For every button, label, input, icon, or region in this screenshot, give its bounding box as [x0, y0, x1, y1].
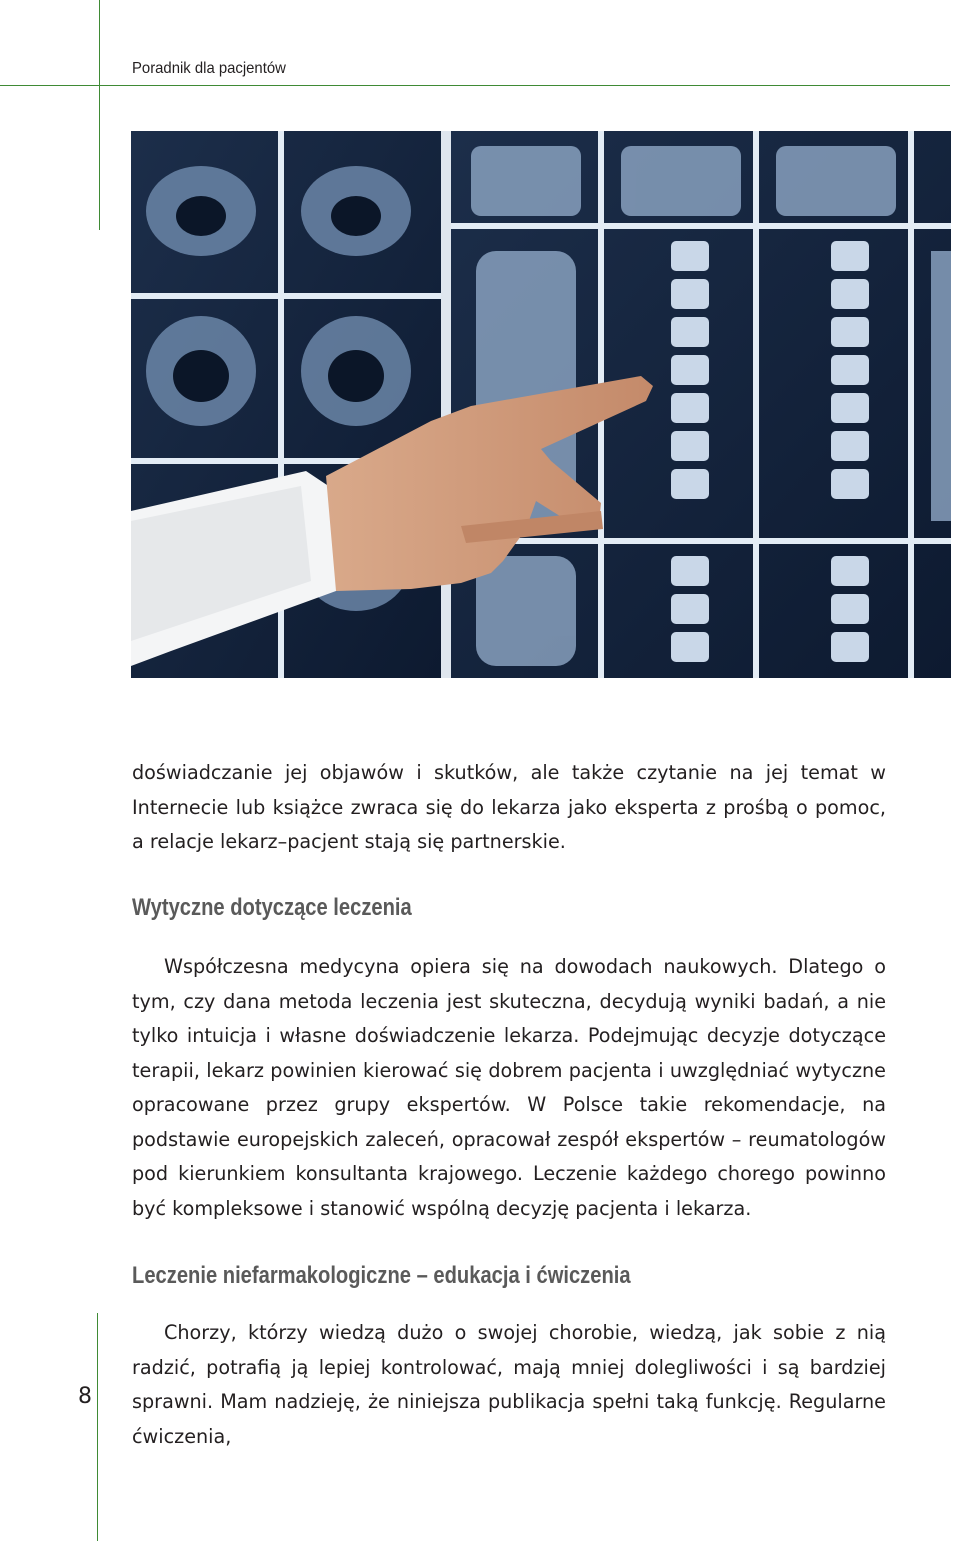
spine-mri-photo — [131, 131, 951, 678]
spine-mri-xray-photo-icon — [131, 131, 951, 678]
nonpharmacological-paragraph-text: Chorzy, którzy wiedzą dużo o swojej chorobie, wiedzą, jak sobie z nią radzić, potrafią ją lepiej kontrolować, mają mniej dolegliwości i są bardziej sprawni. Mam nadzieję, że niniejsza publikacja spełni taką funkcję. Regularne ćwiczenia, — [132, 1321, 886, 1448]
nonpharmacological-paragraph — [132, 1316, 886, 1454]
running-header-title: Poradnik dla pacjentów — [132, 60, 286, 77]
page-number: 8 — [78, 1384, 92, 1409]
guidelines-paragraph — [132, 950, 886, 1226]
guidelines-paragraph-text: Współczesna medycyna opiera się na dowodach naukowych. Dlatego o tym, czy dana metoda leczenia jest skuteczna, decydują wyniki badań, a nie tylko intuicja i własne doświadczenie lekarza. Podejmując decyzje dotyczące terapii, lekarz powinien kierować się dobrem pacjenta i uwzględniać wytyczne opracowane przez grupy ekspertów. W Polsce takie rekomendacje, na podstawie europejskich zaleceń, opracował zespół ekspertów – reumatologów pod kierunkiem konsultanta krajowego. Leczenie każdego chorego powinno być kompleksowe i stanowić wspólną decyzję pacjenta i lekarza. — [132, 955, 886, 1220]
intro-paragraph: doświadczanie jej objawów i skutków, ale także czytanie na jej temat w Internecie lub książce zwraca się do lekarza jako eksperta z prośbą o pomoc, a relacje lekarz–pacjent stają się partnerskie. — [132, 761, 886, 853]
header-rule — [0, 85, 950, 86]
top-margin-rule — [99, 0, 100, 230]
section-heading-guidelines: Wytyczne dotyczące leczenia — [132, 894, 412, 921]
section-heading-nonpharmacological: Leczenie niefarmakologiczne – edukacja i ćwiczenia — [132, 1262, 631, 1289]
bottom-margin-rule — [97, 1313, 98, 1541]
